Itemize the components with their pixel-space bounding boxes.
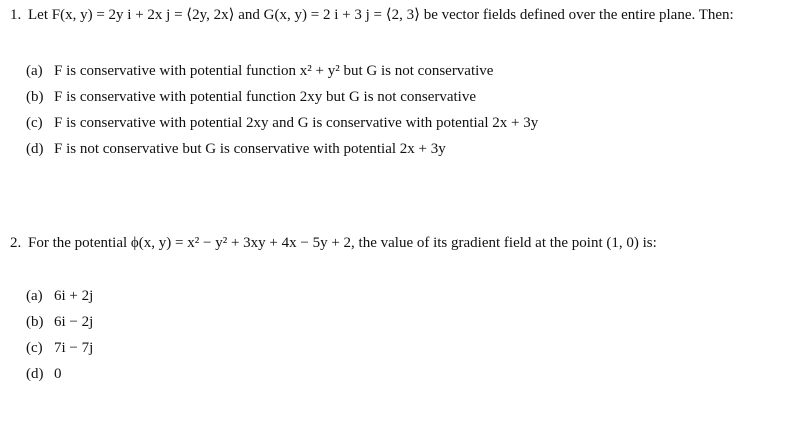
choice-text: F is conservative with potential 2xy and G is conservative with potential 2x + 3y: [54, 115, 539, 131]
choice-d[interactable]: [26, 139, 538, 165]
choice-text: 6i + 2j: [54, 288, 94, 304]
stem-intro: Let: [28, 7, 52, 23]
question-1: [10, 5, 782, 157]
choice-label: (c): [26, 115, 43, 131]
choice-list: [26, 286, 93, 390]
choice-c[interactable]: [26, 113, 538, 139]
choice-list: [26, 61, 538, 165]
choice-label: (a): [26, 288, 43, 304]
stem-intro: For the potential: [28, 235, 131, 251]
choice-a[interactable]: [26, 286, 93, 312]
choice-b[interactable]: [26, 87, 538, 113]
choice-label: (d): [26, 141, 44, 157]
question-number: 2.: [10, 235, 22, 251]
stem-math: F(x, y) = 2y i + 2x j = ⟨2y, 2x⟩ and G(x, y) = 2 i + 3 j = ⟨2, 3⟩: [51, 7, 420, 23]
choice-c[interactable]: [26, 338, 93, 364]
choice-b[interactable]: [26, 312, 93, 338]
choice-d[interactable]: [26, 364, 93, 390]
choice-label: (c): [26, 340, 43, 356]
choice-label: (a): [26, 63, 43, 79]
question-number: 1.: [10, 7, 22, 23]
stem-rest: be vector fields defined over the entire plane. Then:: [419, 7, 734, 23]
choice-text: F is conservative with potential function x² + y² but G is not conservative: [54, 63, 494, 79]
question-stem: [10, 233, 782, 253]
stem-rest: , the value of its gradient field at the point (1, 0) is:: [351, 235, 657, 251]
choice-text: 0: [54, 366, 62, 382]
choice-a[interactable]: [26, 61, 538, 87]
choice-text: F is conservative with potential function 2xy but G is not conservative: [54, 89, 477, 105]
question-stem: [10, 5, 782, 25]
question-2: [10, 233, 782, 382]
choice-label: (b): [26, 89, 44, 105]
choice-text: 7i − 7j: [54, 340, 94, 356]
choice-label: (b): [26, 314, 44, 330]
choice-text: F is not conservative but G is conservative with potential 2x + 3y: [54, 141, 446, 157]
choice-text: 6i − 2j: [54, 314, 94, 330]
stem-math: ϕ(x, y) = x² − y² + 3xy + 4x − 5y + 2: [130, 235, 352, 251]
choice-label: (d): [26, 366, 44, 382]
